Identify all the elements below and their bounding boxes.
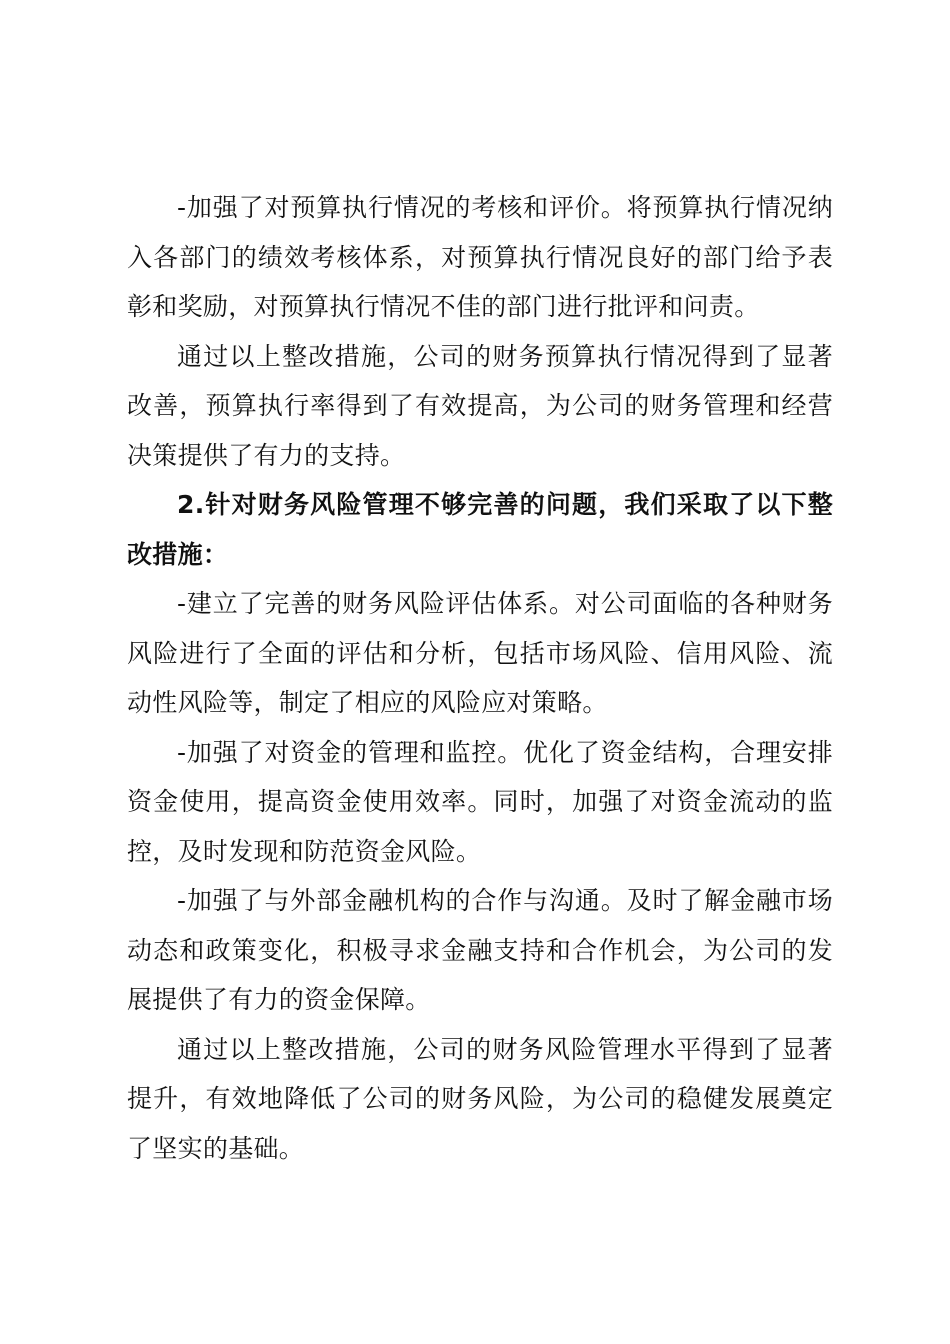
document-body: [127, 183, 833, 1173]
paragraph-risk-assessment-system: -建立了完善的财务风险评估体系。对公司面临的各种财务风险进行了全面的评估和分析，包括市场风险、信用风险、流动性风险等，制定了相应的风险应对策略。: [127, 589, 833, 717]
paragraph-budget-assessment: -加强了对预算执行情况的考核和评价。将预算执行情况纳入各部门的绩效考核体系，对预算执行情况良好的部门给予表彰和奖励，对预算执行情况不佳的部门进行批评和问责。: [127, 193, 833, 321]
paragraph-fund-management: -加强了对资金的管理和监控。优化了资金结构，合理安排资金使用，提高资金使用效率。同时，加强了对资金流动的监控，及时发现和防范资金风险。: [127, 737, 833, 866]
section-heading-financial-risk: 2.针对财务风险管理不够完善的问题，我们采取了以下整改措施：: [127, 490, 833, 569]
paragraph-risk-summary: 通过以上整改措施，公司的财务风险管理水平得到了显著提升，有效地降低了公司的财务风险，为公司的稳健发展奠定了坚实的基础。: [127, 1034, 833, 1163]
paragraph-external-cooperation: -加强了与外部金融机构的合作与沟通。及时了解金融市场动态和政策变化，积极寻求金融支持和合作机会，为公司的发展提供了有力的资金保障。: [127, 886, 833, 1014]
paragraph-budget-summary: 通过以上整改措施，公司的财务预算执行情况得到了显著改善，预算执行率得到了有效提高，为公司的财务管理和经营决策提供了有力的支持。: [127, 341, 833, 470]
